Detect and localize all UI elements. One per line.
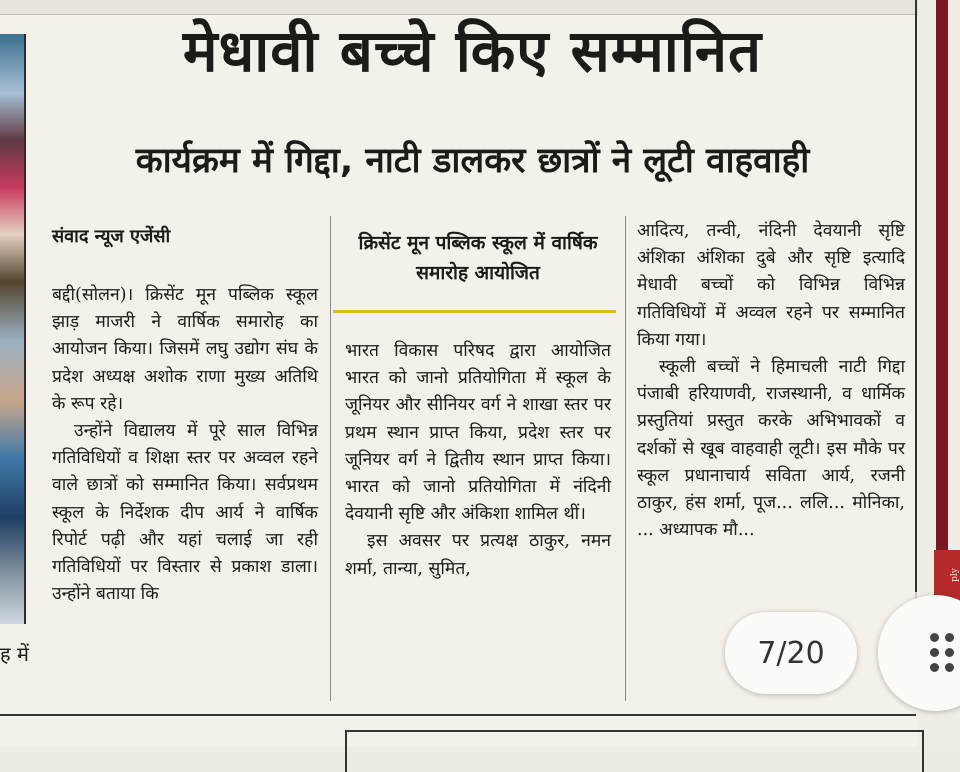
subheadline: कार्यक्रम में गिद्दा, नाटी डालकर छात्रों ने लूटी वाहवाही	[135, 141, 810, 181]
box-heading: क्रिसेंट मून पब्लिक स्कूल में वार्षिक समारोह आयोजित	[358, 232, 598, 284]
top-cut-strip	[0, 0, 960, 15]
article-column-1	[52, 282, 318, 608]
article-column-2	[345, 338, 611, 583]
grid-dots-icon	[930, 633, 956, 673]
page-indicator[interactable]	[725, 612, 857, 694]
bottom-rule	[0, 714, 916, 716]
column-separator	[625, 216, 626, 701]
byline: संवाद न्यूज एजेंसी	[52, 226, 171, 247]
paragraph: बद्दी(सोलन)। क्रिसेंट मून पब्लिक स्कूल झाड़ माजरी ने वार्षिक समारोह का आयोजन किया। जिसमें लघु उद्योग संघ के प्रदेश अध्यक्ष अशोक राणा मुख्य अतिथि के रूप रहे।	[52, 285, 318, 414]
left-column-fragment: ह में	[0, 642, 29, 666]
paragraph: उन्होंने विद्यालय में पूरे साल विभिन्न गतिविधियों व शिक्षा स्तर पर अव्वल रहने वाले छात्रों को सम्मानित किया। सर्वप्रथम स्कूल के निर्देशक दीप आर्य ने वार्षिक रिपोर्ट पढ़ी और यहां चलाई जा रही गतिविधियों पर विस्तार से प्रकाश डाला। उन्होंने बताया कि	[52, 421, 318, 605]
red-band	[936, 0, 948, 550]
left-photo-edge	[0, 34, 26, 624]
page-indicator-text: 7/20	[757, 635, 825, 671]
paragraph: भारत विकास परिषद द्वारा आयोजित भारत को जानो प्रतियोगिता में स्कूल के जूनियर और सीनियर वर्ग ने शाखा स्तर पर प्रथम स्थान प्राप्त किया, प्रदेश स्तर पर जूनियर वर्ग ने द्वितीय स्थान प्राप्त किया। भारत को जानो प्रतियोगिता में नंदिनी देवयानी सृष्टि और अंकिशा शामिल थीं।	[345, 341, 611, 525]
paragraph: इस अवसर पर प्रत्यक्ष ठाकुर, नमन शर्मा, तान्या, सुमित,	[345, 531, 611, 579]
paragraph: स्कूली बच्चों ने हिमाचली नाटी गिद्दा पंजाबी हरियाणवी, राजस्थानी, व धार्मिक प्रस्तुतियां प्रस्तुत करके अभिभावकों व दर्शकों से खूब वाहवाही लूटी। इस मौके पर स्कूल प्रधानाचार्य सविता आर्य, रजनी ठाकुर, हंस शर्मा, पूज... ललि... मोनिका, ... अध्यापक मौ...	[637, 357, 905, 541]
headline: मेधावी बच्चे किए सम्मानित	[182, 17, 763, 85]
article-column-3	[637, 218, 905, 544]
column-separator	[330, 216, 331, 701]
highlight-underline	[333, 310, 616, 313]
paragraph: आदित्य, तन्वी, नंदिनी देवयानी सृष्टि अंशिका अंशिका दुबे और सृष्टि इत्यादि मेधावी बच्चों को विभिन्न विभिन्न गतिविधियों में अव्वल रहने पर सम्मानित किया गया।	[637, 221, 905, 350]
next-article-box	[345, 730, 924, 772]
edge-text: ply	[949, 568, 960, 582]
